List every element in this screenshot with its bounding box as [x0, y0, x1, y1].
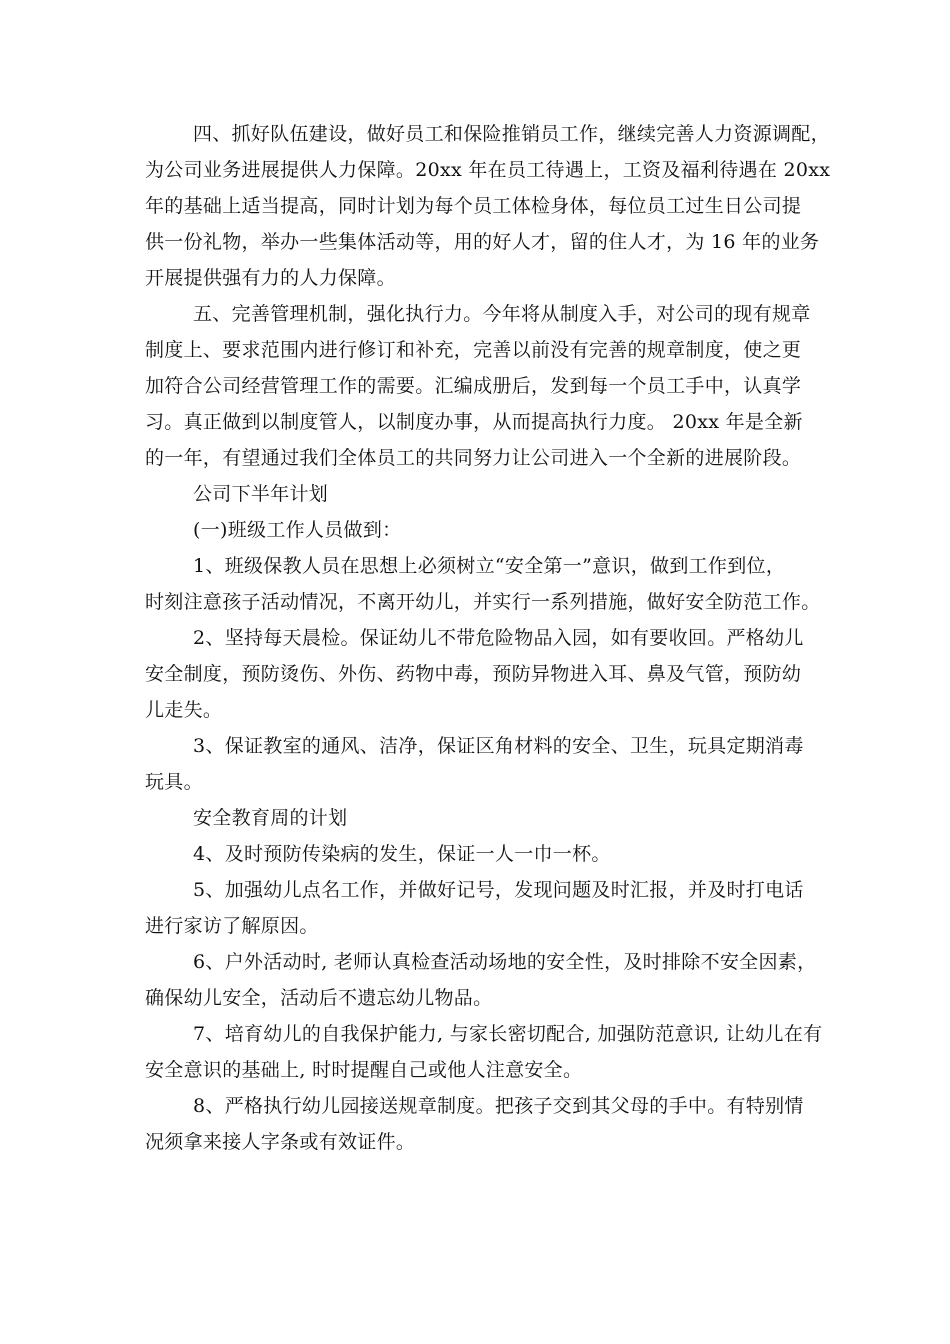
item-6-line-2: 确保幼儿安全，活动后不遗忘幼儿物品。 [145, 987, 493, 1009]
item-8-line-1: 8、严格执行幼儿园接送规章制度。把孩子交到其父母的手中。有特别情 [193, 1095, 804, 1117]
paragraph-4-line-5: 开展提供强有力的人力保障。 [145, 267, 396, 289]
section-heading-safety-week: 安全教育周的计划 [193, 807, 348, 829]
item-2-line-2: 安全制度，预防烫伤、外伤、药物中毒，预防异物进入耳、鼻及气管，预防幼 [145, 663, 802, 685]
item-6-line-1: 6、户外活动时, 老师认真检查活动场地的安全性，及时排除不安全因素， [193, 951, 817, 973]
paragraph-5-line-2: 制度上、要求范围内进行修订和补充，完善以前没有完善的规章制度，使之更 [145, 339, 802, 361]
item-3-line-2: 玩具。 [145, 771, 203, 793]
paragraph-5-line-5: 的一年，有望通过我们全体员工的共同努力让公司进入一个全新的进展阶段。 [145, 447, 802, 469]
item-7-line-1: 7、培育幼儿的自我保护能力, 与家长密切配合, 加强防范意识, 让幼儿在有 [193, 1023, 823, 1045]
paragraph-5-line-1: 五、完善管理机制，强化执行力。今年将从制度入手，对公司的现有规章 [193, 303, 811, 325]
item-3-line-1: 3、保证教室的通风、洁净，保证区角材料的安全、卫生，玩具定期消毒 [193, 735, 804, 757]
paragraph-4-line-1: 四、抓好队伍建设，做好员工和保险推销员工作，继续完善人力资源调配， [193, 123, 830, 145]
item-2-line-3: 儿走失。 [145, 699, 223, 721]
paragraph-4-line-2: 为公司业务进展提供人力保障。20xx 年在员工待遇上，工资及福利待遇在 20xx [145, 159, 831, 181]
subheading-class-staff: (一)班级工作人员做到： [193, 519, 402, 541]
item-5-line-2: 进行家访了解原因。 [145, 915, 319, 937]
section-heading-half-year-plan: 公司下半年计划 [193, 483, 329, 505]
paragraph-4-line-3: 年的基础上适当提高，同时计划为每个员工体检身体，每位员工过生日公司提 [145, 195, 802, 217]
paragraph-5-line-4: 习。真正做到以制度管人，以制度办事，从而提高执行力度。 20xx 年是全新 [145, 411, 803, 433]
item-7-line-2: 安全意识的基础上, 时时提醒自己或他人注意安全。 [145, 1059, 583, 1081]
item-4-line-1: 4、及时预防传染病的发生，保证一人一巾一杯。 [193, 843, 611, 865]
item-2-line-1: 2、坚持每天晨检。保证幼儿不带危险物品入园，如有要收回。严格幼儿 [193, 627, 804, 649]
paragraph-4-line-4: 供一份礼物，举办一些集体活动等，用的好人才，留的住人才，为 16 年的业务 [145, 231, 820, 253]
item-8-line-2: 况须拿来接人字条或有效证件。 [145, 1131, 416, 1153]
item-1-line-1: 1、班级保教人员在思想上必须树立“安全第一”意识，做到工作到位， [193, 555, 786, 577]
item-5-line-1: 5、加强幼儿点名工作，并做好记号，发现问题及时汇报，并及时打电话 [193, 879, 804, 901]
item-1-line-2: 时刻注意孩子活动情况，不离开幼儿，并实行一系列措施，做好安全防范工作。 [145, 591, 821, 613]
paragraph-5-line-3: 加符合公司经营管理工作的需要。汇编成册后，发到每一个员工手中，认真学 [145, 375, 802, 397]
